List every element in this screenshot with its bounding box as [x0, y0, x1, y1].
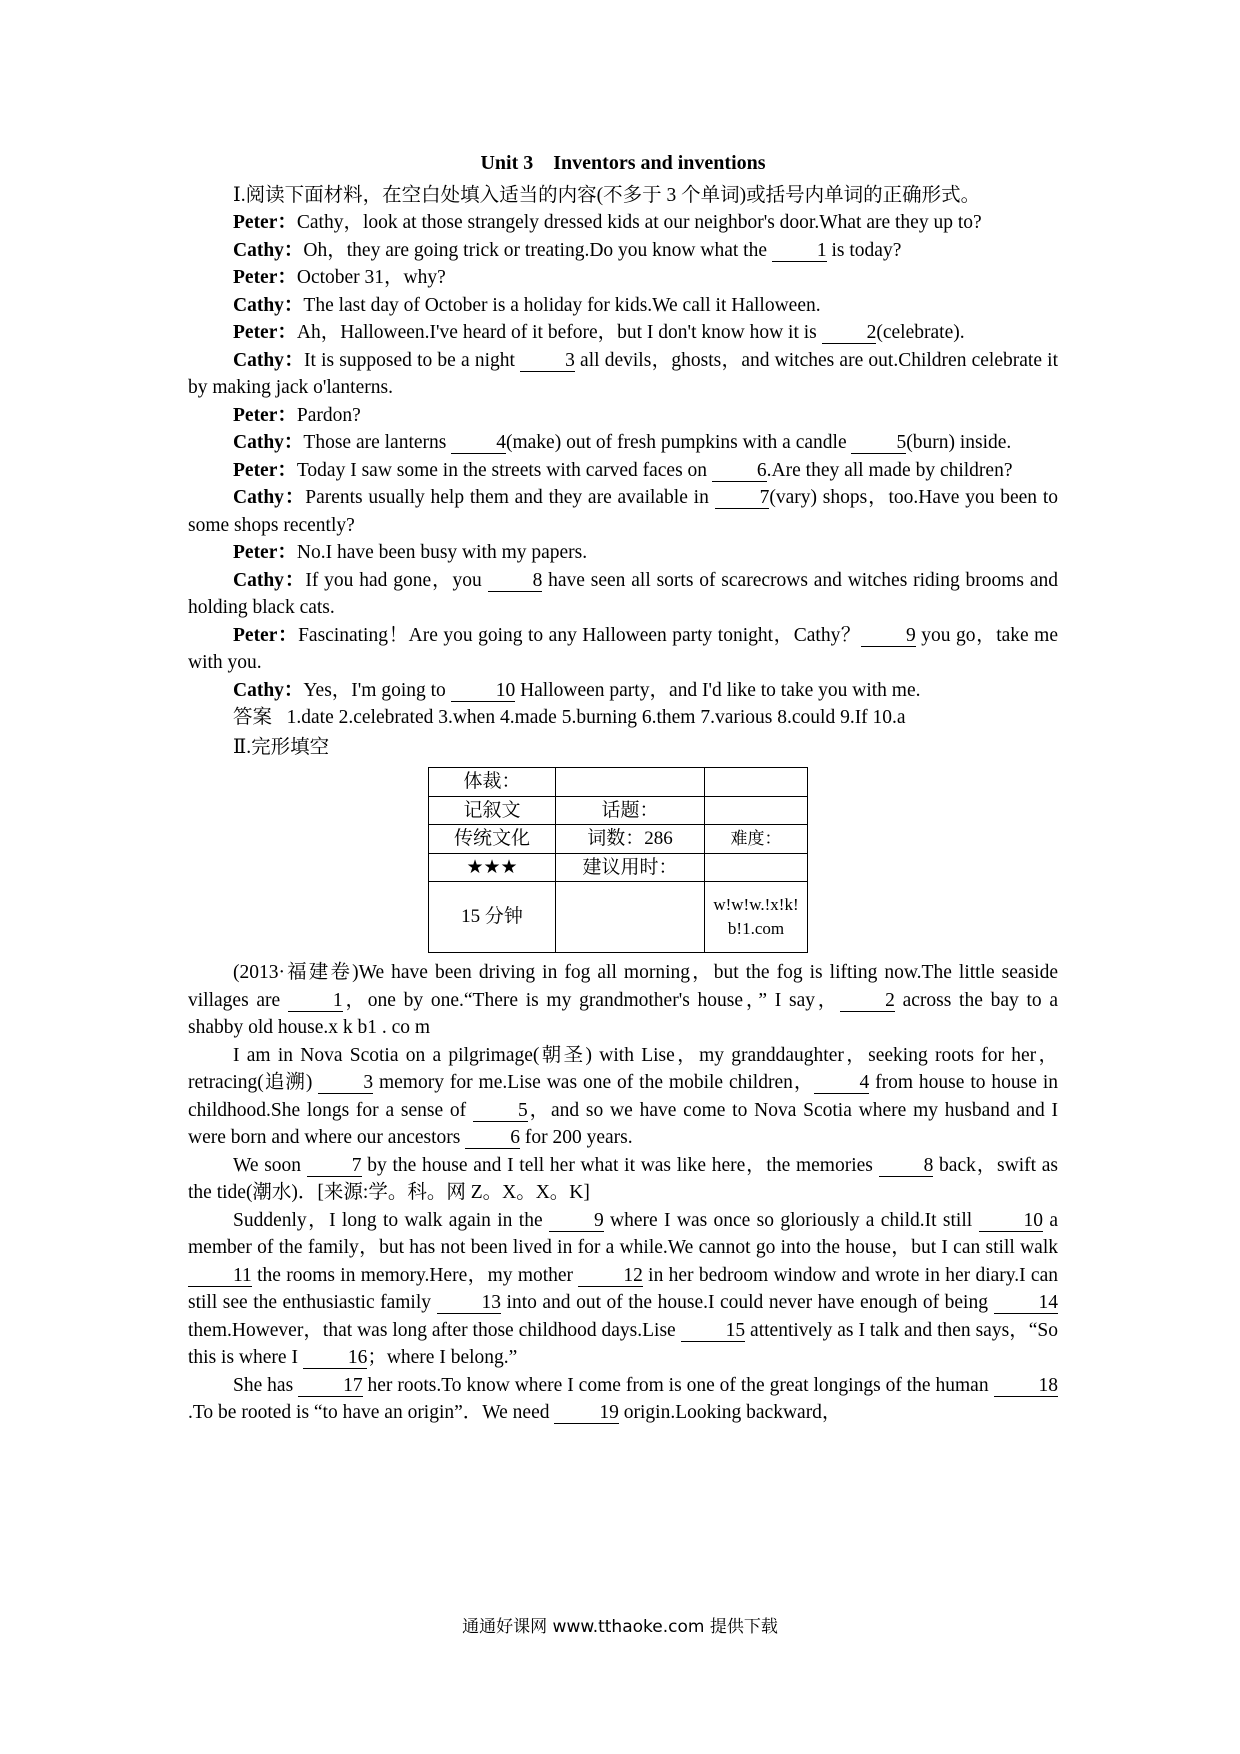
table-cell: 记叙文: [429, 796, 556, 825]
table-cell: 词数：286: [556, 825, 705, 854]
passage-text: where I was once so gloriously a child.It still: [603, 1209, 979, 1231]
passage-text: them.However，that was long after those childhood days.Lise: [188, 1319, 681, 1341]
speaker: Peter：: [233, 624, 299, 646]
speaker: Peter：: [233, 212, 297, 233]
dialogue-text: you go，take me with you.: [188, 624, 1058, 673]
table-cell: 体裁：: [429, 768, 556, 797]
blank-15: 15: [681, 1321, 746, 1342]
table-row: [429, 853, 808, 882]
dialogue-text: Pardon?: [296, 404, 361, 426]
dialogue-text: (vary) shops，too.Have you been to some shops recently?: [188, 487, 1059, 536]
speaker: Peter：: [233, 267, 297, 288]
dialogue-line: [188, 539, 1058, 567]
dialogue-text: Parents usually help them and they are available in: [305, 487, 715, 508]
dialogue-line: [188, 264, 1058, 292]
dialogue-line: [188, 402, 1058, 430]
dialogue-line: [188, 237, 1058, 265]
speaker: Peter：: [233, 459, 297, 481]
dialogue-line: [188, 567, 1058, 622]
dialogue-line: [188, 429, 1058, 457]
passage-text: Suddenly，I long to walk again in the: [233, 1209, 549, 1231]
section2-heading: Ⅱ.完形填空: [233, 736, 330, 758]
answer-key: [188, 704, 1058, 732]
dialogue-line: [188, 319, 1058, 347]
passage-paragraph: [188, 1207, 1058, 1372]
blank-13: 13: [437, 1293, 502, 1314]
blank-8: 8: [488, 571, 543, 592]
table-cell: 传统文化: [429, 825, 556, 854]
passage-text: (2013·福建卷)We have been driving in fog all morning，but the fog is lifting now.The little seaside villages are: [188, 962, 1058, 1011]
dialogue-text: .Are they all made by children?: [766, 459, 1013, 481]
dialogue-text: (burn) inside.: [906, 432, 1012, 453]
table-cell: [705, 796, 808, 825]
answer-label: 答案: [233, 707, 273, 728]
blank-5: 5: [473, 1101, 528, 1122]
passage-text: by the house and I tell her what it was like here，the memories: [361, 1154, 879, 1176]
table-cell: [556, 882, 705, 953]
blank-19: 19: [554, 1403, 619, 1424]
passage-info-table: [428, 767, 808, 953]
speaker: Cathy：: [233, 679, 304, 701]
passage-text: I am in Nova Scotia on a pilgrimage(朝圣) with Lise，my granddaughter，seeking roots for her，retracing(追溯): [188, 1044, 1058, 1093]
table-row: [429, 825, 808, 854]
passage-text: back，swift as the tide(潮水)．[来源:学。科。网 Z。X。X。K]: [188, 1154, 1058, 1203]
blank-16: 16: [303, 1348, 368, 1369]
blank-6: 6: [465, 1128, 520, 1149]
passage-text: the rooms in memory.Here，my mother: [251, 1264, 579, 1286]
blank-18: 18: [994, 1376, 1059, 1397]
blank-3: 3: [318, 1073, 373, 1094]
table-row: [429, 882, 808, 953]
dialogue-text: The last day of October is a holiday for kids.We call it Halloween.: [303, 294, 821, 316]
passage-text: into and out of the house.I could never have enough of being: [501, 1292, 994, 1313]
dialogue-line: [188, 622, 1058, 677]
passage-text: attentively as I talk and then says，“So this is where I: [188, 1319, 1058, 1368]
table-row: [429, 796, 808, 825]
blank-3: 3: [520, 351, 575, 372]
dialogue-text: Halloween party，and I'd like to take you with me.: [515, 679, 921, 701]
table-cell: w!w!w.!x!k!b!1.com: [705, 882, 808, 953]
document-page: [188, 150, 1058, 1427]
blank-14: 14: [994, 1293, 1059, 1314]
passage-paragraph: [188, 1152, 1058, 1207]
blank-7: 7: [307, 1156, 362, 1177]
passage-text: from house to house in childhood.She longs for a sense of: [188, 1072, 1058, 1121]
passage-paragraph: [188, 1372, 1058, 1427]
page-title: Unit 3 Inventors and inventions: [480, 152, 766, 174]
dialogue-line: [188, 347, 1058, 402]
blank-2: 2: [822, 323, 877, 344]
dialogue-text: Today I saw some in the streets with carved faces on: [296, 459, 712, 481]
speaker: Cathy：: [233, 487, 306, 508]
speaker: Peter：: [233, 542, 297, 563]
blank-4: 4: [451, 433, 506, 454]
blank-6: 6: [712, 461, 767, 482]
dialogue-line: [188, 457, 1058, 485]
passage-text: origin.Looking backward，: [618, 1402, 842, 1423]
passage-text: in her bedroom window and wrote in her diary.I can still see the enthusiastic family: [188, 1264, 1058, 1313]
table-cell: 话题：: [556, 796, 705, 825]
passage-text: She has: [233, 1374, 299, 1396]
dialogue-text: October 31，why?: [296, 267, 446, 288]
blank-1: 1: [288, 991, 343, 1012]
passage-paragraph: [188, 959, 1058, 1042]
blank-7: 7: [715, 488, 770, 509]
blank-9: 9: [861, 626, 916, 647]
passage-text: her roots.To know where I come from is one of the great longings of the human: [362, 1374, 994, 1396]
blank-5: 5: [851, 433, 906, 454]
table-cell: [705, 853, 808, 882]
blank-11: 11: [188, 1266, 252, 1287]
dialogue-text: (make) out of fresh pumpkins with a candle: [505, 432, 852, 453]
speaker: Cathy：: [233, 349, 305, 371]
dialogue-text: No.I have been busy with my papers.: [296, 542, 588, 563]
dialogue-line: [188, 292, 1058, 320]
passage-text: ，and so we have come to Nova Scotia where my husband and I were born and where our ancestors: [188, 1099, 1058, 1148]
table-cell: 难度：: [705, 825, 808, 854]
dialogue-line: [188, 677, 1058, 705]
dialogue-text: Those are lanterns: [303, 432, 452, 453]
passage-text: across the bay to a shabby old house.x k b1 . co m: [188, 989, 1058, 1038]
dialogue-text: (celebrate).: [876, 322, 965, 343]
passage-text: a member of the family，but has not been lived in for a while.We cannot go into the house，but I can still walk: [188, 1209, 1058, 1258]
speaker: Cathy：: [233, 294, 304, 316]
blank-17: 17: [298, 1376, 363, 1397]
blank-9: 9: [549, 1211, 604, 1232]
section1-heading: Ⅰ.阅读下面材料，在空白处填入适当的内容(不多于 3 个单词)或括号内单词的正确形式。: [233, 184, 981, 206]
dialogue-line: [188, 209, 1058, 237]
blank-10: 10: [451, 681, 516, 702]
blank-10: 10: [979, 1211, 1044, 1232]
blank-2: 2: [840, 991, 895, 1012]
dialogue-text: It is supposed to be a night: [304, 349, 521, 371]
speaker: Cathy：: [233, 569, 306, 591]
blank-4: 4: [814, 1073, 869, 1094]
dialogue-text: have seen all sorts of scarecrows and witches riding brooms and holding black cats.: [188, 569, 1058, 618]
blank-8: 8: [879, 1156, 934, 1177]
dialogue-line: [188, 484, 1058, 539]
dialogue-text: all devils，ghosts，and witches are out.Children celebrate it by making jack o'lanterns.: [188, 349, 1058, 398]
blank-1: 1: [772, 241, 827, 262]
passage-text: for 200 years.: [519, 1127, 633, 1148]
speaker: Cathy：: [233, 239, 304, 261]
dialogue-text: If you had gone，you: [305, 569, 488, 591]
answer-list: 1.date 2.celebrated 3.when 4.made 5.burning 6.them 7.various 8.could 9.If 10.a: [286, 707, 906, 728]
passage-paragraph: [188, 1042, 1058, 1152]
speaker: Peter：: [233, 404, 297, 426]
table-cell: 15 分钟: [429, 882, 556, 953]
dialogue-text: Cathy，look at those strangely dressed kids at our neighbor's door.What are they up to?: [296, 212, 982, 233]
speaker: Cathy：: [233, 432, 304, 453]
dialogue-text: Fascinating！Are you going to any Halloween party tonight，Cathy？: [298, 624, 862, 646]
passage-text: memory for me.Lise was one of the mobile children，: [373, 1072, 815, 1093]
table-cell: [556, 768, 705, 797]
table-row: [429, 768, 808, 797]
passage-text: .To be rooted is “to have an origin”．We need: [188, 1402, 555, 1423]
table-cell: [705, 768, 808, 797]
table-cell: ★★★: [429, 853, 556, 882]
passage-text: ，one by one.“There is my grandmother's house，” I say，: [342, 989, 841, 1011]
dialogue-text: is today?: [826, 239, 902, 261]
blank-12: 12: [578, 1266, 643, 1287]
passage-text: We soon: [233, 1154, 307, 1176]
page-footer: 通通好课网 www.tthaoke.com 提供下载: [462, 1617, 778, 1637]
dialogue-text: Ah，Halloween.I've heard of it before，but I don't know how it is: [296, 322, 822, 343]
dialogue-text: Oh，they are going trick or treating.Do you know what the: [303, 239, 772, 261]
speaker: Peter：: [233, 322, 297, 343]
table-cell: 建议用时：: [556, 853, 705, 882]
dialogue-text: Yes，I'm going to: [303, 679, 451, 701]
passage-text: ；where I belong.”: [367, 1347, 518, 1368]
